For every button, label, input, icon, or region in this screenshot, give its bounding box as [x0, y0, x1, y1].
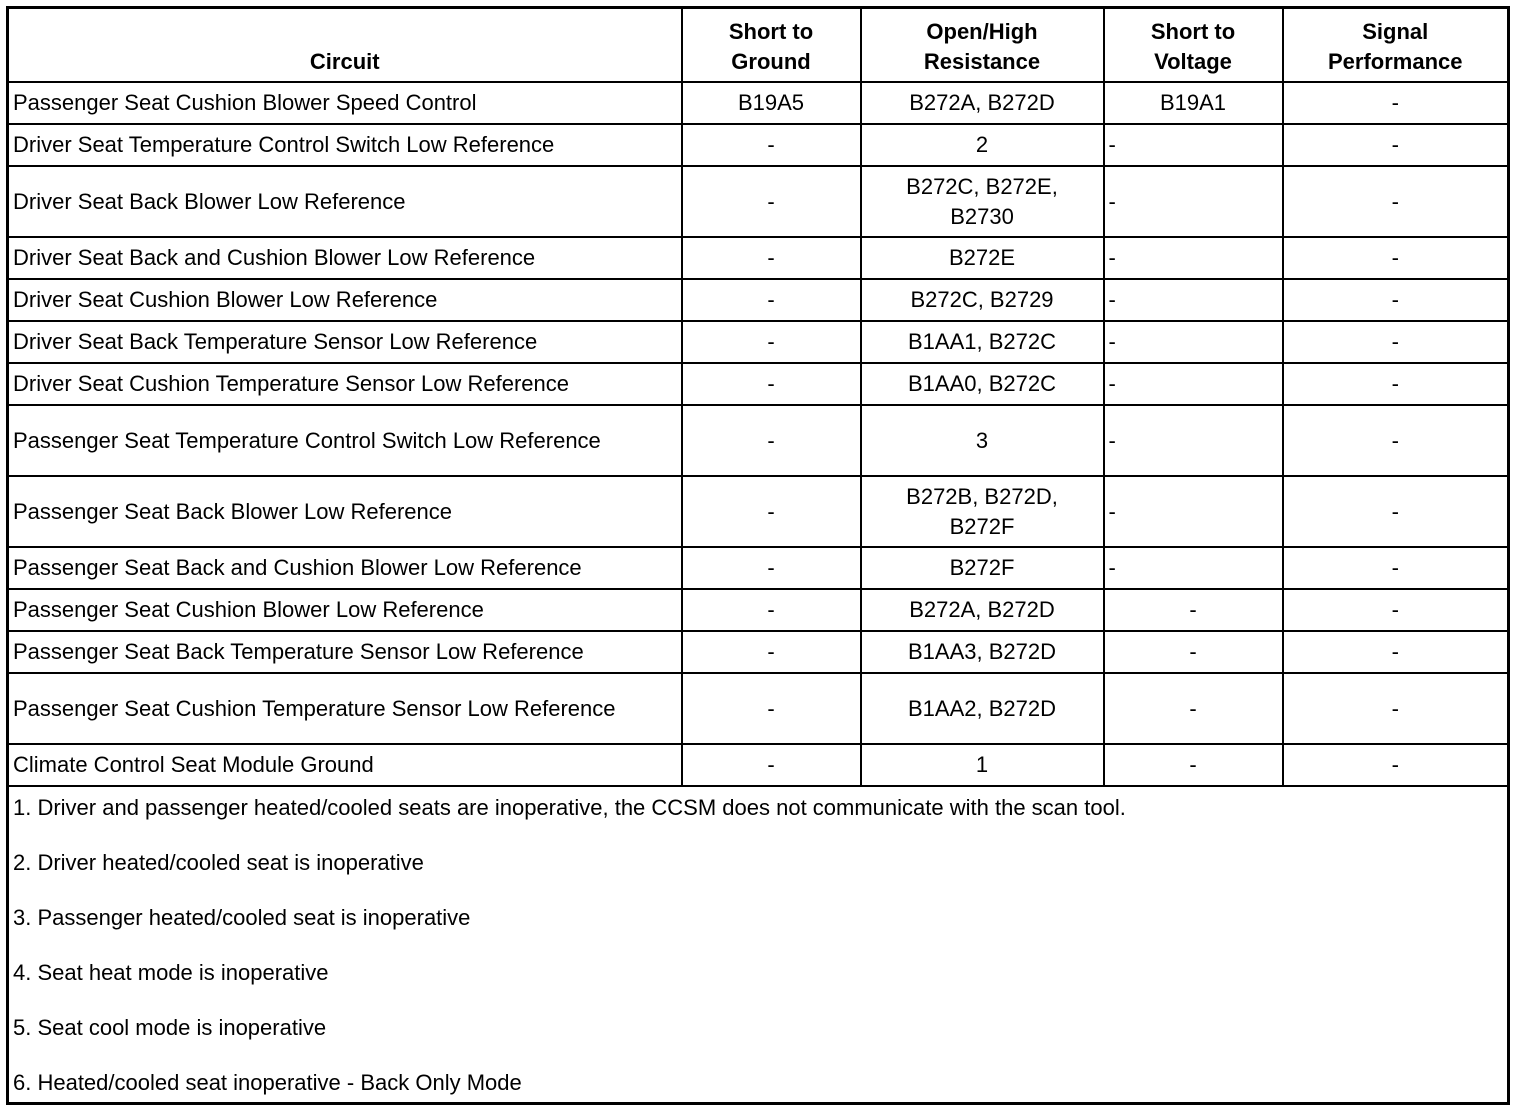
short-to-ground-cell: - — [682, 166, 861, 237]
table-row — [8, 673, 1509, 744]
signal-performance-cell: - — [1283, 673, 1509, 744]
short-to-voltage-cell: - — [1104, 363, 1283, 405]
footnote: 5. Seat cool mode is inoperative — [13, 1015, 327, 1040]
signal-performance-cell: - — [1283, 589, 1509, 631]
header-short-to-ground: Short to Ground — [682, 8, 861, 83]
short-to-voltage-cell: - — [1104, 547, 1283, 589]
short-to-ground-cell: - — [682, 673, 861, 744]
open-high-resistance-cell: B272C, B2729 — [861, 279, 1104, 321]
signal-performance-cell: - — [1283, 547, 1509, 589]
short-to-ground-cell: - — [682, 405, 861, 476]
circuit-cell: Climate Control Seat Module Ground — [8, 744, 682, 786]
short-to-voltage-cell: - — [1104, 237, 1283, 279]
circuit-cell: Driver Seat Cushion Temperature Sensor Low Reference — [8, 363, 682, 405]
circuit-cell: Passenger Seat Back Blower Low Reference — [8, 476, 682, 547]
table-row — [8, 631, 1509, 673]
short-to-voltage-cell: - — [1104, 279, 1283, 321]
short-to-voltage-cell: - — [1104, 405, 1283, 476]
table-row — [8, 547, 1509, 589]
open-high-resistance-cell: B272F — [861, 547, 1104, 589]
notes-row — [8, 786, 1509, 1104]
signal-performance-cell: - — [1283, 405, 1509, 476]
open-high-resistance-cell: B1AA1, B272C — [861, 321, 1104, 363]
short-to-voltage-cell: - — [1104, 321, 1283, 363]
table-row — [8, 82, 1509, 124]
footnote: 2. Driver heated/cooled seat is inoperative — [13, 850, 424, 875]
short-to-ground-cell: B19A5 — [682, 82, 861, 124]
table-row — [8, 405, 1509, 476]
header-signal-performance: Signal Performance — [1283, 8, 1509, 83]
table-row — [8, 476, 1509, 547]
circuit-cell: Driver Seat Back Blower Low Reference — [8, 166, 682, 237]
circuit-cell: Driver Seat Back Temperature Sensor Low Reference — [8, 321, 682, 363]
circuit-cell: Driver Seat Cushion Blower Low Reference — [8, 279, 682, 321]
short-to-ground-cell: - — [682, 631, 861, 673]
circuit-cell: Passenger Seat Temperature Control Switch Low Reference — [8, 405, 682, 476]
short-to-ground-cell: - — [682, 589, 861, 631]
table-row — [8, 279, 1509, 321]
table-row — [8, 744, 1509, 786]
open-high-resistance-cell: B272B, B272D, B272F — [861, 476, 1104, 547]
open-high-resistance-cell: B1AA3, B272D — [861, 631, 1104, 673]
open-high-resistance-cell: B272A, B272D — [861, 589, 1104, 631]
short-to-voltage-cell: - — [1104, 589, 1283, 631]
signal-performance-cell: - — [1283, 237, 1509, 279]
short-to-ground-cell: - — [682, 124, 861, 166]
circuit-cell: Passenger Seat Back Temperature Sensor Low Reference — [8, 631, 682, 673]
short-to-voltage-cell: - — [1104, 673, 1283, 744]
signal-performance-cell: - — [1283, 363, 1509, 405]
short-to-voltage-cell: B19A1 — [1104, 82, 1283, 124]
table-row — [8, 124, 1509, 166]
open-high-resistance-cell: B272A, B272D — [861, 82, 1104, 124]
header-short-to-voltage: Short to Voltage — [1104, 8, 1283, 83]
open-high-resistance-cell: B1AA0, B272C — [861, 363, 1104, 405]
signal-performance-cell: - — [1283, 82, 1509, 124]
circuit-cell: Passenger Seat Back and Cushion Blower Low Reference — [8, 547, 682, 589]
short-to-ground-cell: - — [682, 744, 861, 786]
short-to-voltage-cell: - — [1104, 476, 1283, 547]
circuit-cell: Driver Seat Temperature Control Switch Low Reference — [8, 124, 682, 166]
footnote: 6. Heated/cooled seat inoperative - Back Only Mode — [13, 1070, 522, 1095]
footnotes — [8, 786, 1509, 1104]
open-high-resistance-cell: B1AA2, B272D — [861, 673, 1104, 744]
open-high-resistance-cell: 1 — [861, 744, 1104, 786]
signal-performance-cell: - — [1283, 631, 1509, 673]
short-to-ground-cell: - — [682, 237, 861, 279]
open-high-resistance-cell: B272C, B272E, B2730 — [861, 166, 1104, 237]
open-high-resistance-cell: B272E — [861, 237, 1104, 279]
circuit-cell: Passenger Seat Cushion Blower Speed Control — [8, 82, 682, 124]
signal-performance-cell: - — [1283, 744, 1509, 786]
header-open-high-resistance: Open/High Resistance — [861, 8, 1104, 83]
open-high-resistance-cell: 3 — [861, 405, 1104, 476]
circuit-cell: Passenger Seat Cushion Blower Low Reference — [8, 589, 682, 631]
signal-performance-cell: - — [1283, 124, 1509, 166]
table-row — [8, 166, 1509, 237]
short-to-voltage-cell: - — [1104, 166, 1283, 237]
signal-performance-cell: - — [1283, 321, 1509, 363]
short-to-ground-cell: - — [682, 476, 861, 547]
open-high-resistance-cell: 2 — [861, 124, 1104, 166]
signal-performance-cell: - — [1283, 279, 1509, 321]
header-row — [8, 8, 1509, 83]
footnote: 4. Seat heat mode is inoperative — [13, 960, 329, 985]
signal-performance-cell: - — [1283, 476, 1509, 547]
short-to-voltage-cell: - — [1104, 631, 1283, 673]
circuit-cell: Passenger Seat Cushion Temperature Sensor Low Reference — [8, 673, 682, 744]
short-to-ground-cell: - — [682, 321, 861, 363]
table-row — [8, 589, 1509, 631]
short-to-voltage-cell: - — [1104, 744, 1283, 786]
short-to-voltage-cell: - — [1104, 124, 1283, 166]
short-to-ground-cell: - — [682, 547, 861, 589]
table-row — [8, 321, 1509, 363]
short-to-ground-cell: - — [682, 279, 861, 321]
footnote: 1. Driver and passenger heated/cooled seats are inoperative, the CCSM does not communicate with the scan tool. — [13, 795, 1126, 820]
footnote: 3. Passenger heated/cooled seat is inoperative — [13, 905, 471, 930]
table-row — [8, 237, 1509, 279]
circuit-cell: Driver Seat Back and Cushion Blower Low Reference — [8, 237, 682, 279]
short-to-ground-cell: - — [682, 363, 861, 405]
table-body — [8, 82, 1509, 786]
circuit-fault-table — [6, 6, 1510, 1105]
table-row — [8, 363, 1509, 405]
signal-performance-cell: - — [1283, 166, 1509, 237]
header-circuit: Circuit — [8, 8, 682, 83]
